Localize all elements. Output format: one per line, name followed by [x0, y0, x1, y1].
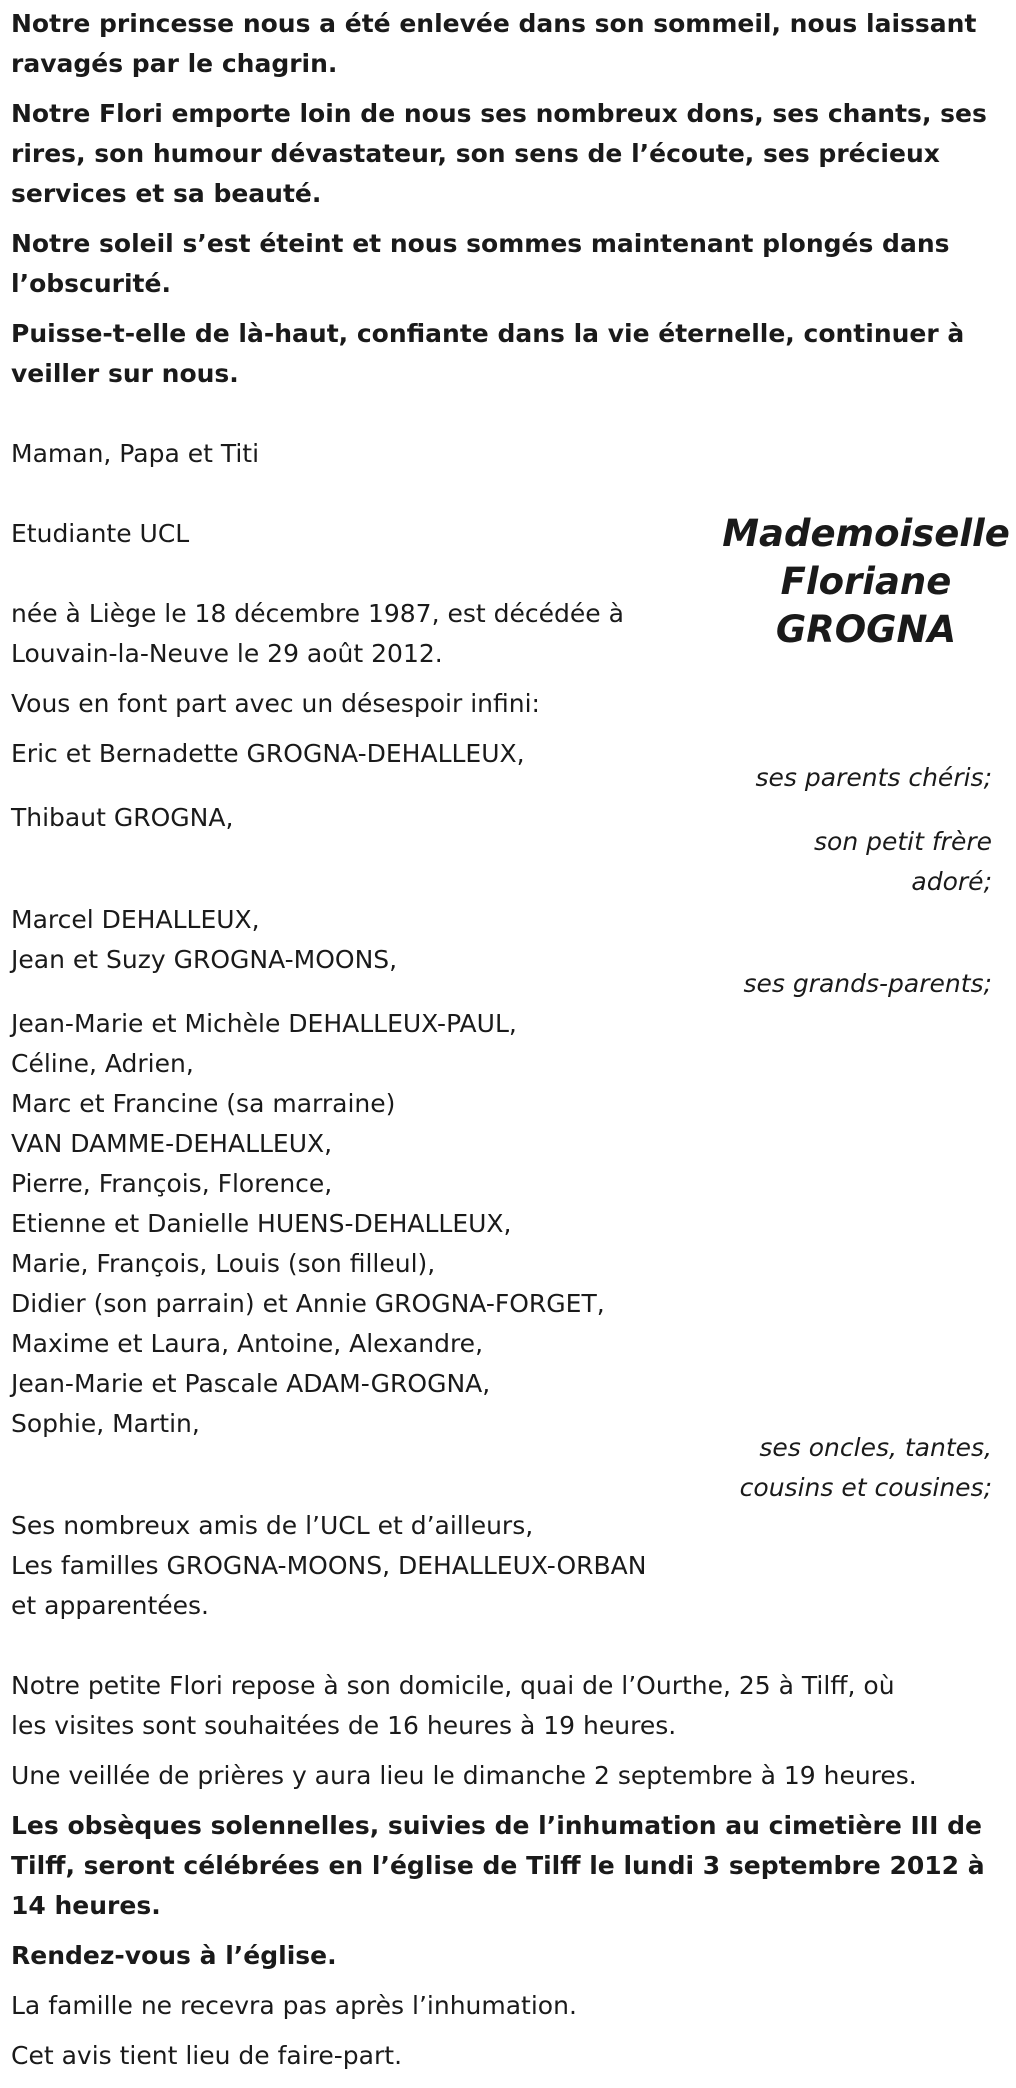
deceased-last-name: GROGNA: [775, 608, 957, 651]
funeral-line: Tilff, seront célébrées en l’église de Tilff le lundi 3 septembre 2012 à: [11, 1851, 985, 1880]
relatives-role-line: cousins et cousines;: [739, 1473, 992, 1502]
intro-line: Puisse-t-elle de là-haut, confiante dans la vie éternelle, continuer à: [11, 319, 965, 348]
intro-line: veiller sur nous.: [11, 359, 239, 388]
no-reception: La famille ne recevra pas après l’inhumation.: [11, 1991, 577, 2020]
list-item: Sophie, Martin,: [11, 1409, 200, 1438]
repose-line: Notre petite Flori repose à son domicile, quai de l’Ourthe, 25 à Tilff, où: [11, 1671, 895, 1700]
grandparents-role: ses grands-parents;: [743, 969, 992, 998]
deceased-first-name: Floriane: [780, 560, 952, 603]
others-line: et apparentées.: [11, 1591, 209, 1620]
parents-role: ses parents chéris;: [755, 763, 992, 792]
brother: Thibaut GROGNA,: [11, 803, 234, 832]
brother-role-line: son petit frère: [814, 827, 992, 856]
grandparent: Jean et Suzy GROGNA-MOONS,: [11, 945, 398, 974]
funeral-line: Les obsèques solennelles, suivies de l’inhumation au cimetière III de: [11, 1811, 982, 1840]
list-item: Maxime et Laura, Antoine, Alexandre,: [11, 1329, 484, 1358]
others-line: Les familles GROGNA-MOONS, DEHALLEUX-ORBAN: [11, 1551, 647, 1580]
list-item: VAN DAMME-DEHALLEUX,: [11, 1129, 333, 1158]
relatives-role-line: ses oncles, tantes,: [759, 1433, 992, 1462]
signature: Maman, Papa et Titi: [11, 439, 260, 468]
vigil: Une veillée de prières y aura lieu le dimanche 2 septembre à 19 heures.: [11, 1761, 917, 1790]
birth-death-line: née à Liège le 18 décembre 1987, est décédée à: [11, 599, 624, 628]
funeral-line: 14 heures.: [11, 1891, 161, 1920]
others-line: Ses nombreux amis de l’UCL et d’ailleurs,: [11, 1511, 534, 1540]
intro-line: Notre soleil s’est éteint et nous sommes maintenant plongés dans: [11, 229, 950, 258]
list-item: Pierre, François, Florence,: [11, 1169, 333, 1198]
announcement: Vous en font part avec un désespoir infini:: [11, 689, 540, 718]
deceased-title: Mademoiselle: [722, 512, 1010, 555]
parents: Eric et Bernadette GROGNA-DEHALLEUX,: [11, 739, 525, 768]
notice: Cet avis tient lieu de faire-part.: [11, 2041, 403, 2070]
list-item: Etienne et Danielle HUENS-DEHALLEUX,: [11, 1209, 512, 1238]
list-item: Marie, François, Louis (son filleul),: [11, 1249, 436, 1278]
intro-line: l’obscurité.: [11, 269, 171, 298]
deceased-name: [716, 510, 1016, 654]
list-item: Didier (son parrain) et Annie GROGNA-FORGET,: [11, 1289, 605, 1318]
list-item: Marc et Francine (sa marraine): [11, 1089, 396, 1118]
intro-line: Notre princesse nous a été enlevée dans son sommeil, nous laissant: [11, 9, 977, 38]
intro-line: ravagés par le chagrin.: [11, 49, 338, 78]
intro-line: rires, son humour dévastateur, son sens de l’écoute, ses précieux: [11, 139, 940, 168]
intro-line: Notre Flori emporte loin de nous ses nombreux dons, ses chants, ses: [11, 99, 987, 128]
brother-role-line: adoré;: [911, 867, 992, 896]
meeting: Rendez-vous à l’église.: [11, 1941, 337, 1970]
birth-death-line: Louvain-la-Neuve le 29 août 2012.: [11, 639, 443, 668]
list-item: Jean-Marie et Pascale ADAM-GROGNA,: [11, 1369, 491, 1398]
list-item: Jean-Marie et Michèle DEHALLEUX-PAUL,: [11, 1009, 517, 1038]
grandparent: Marcel DEHALLEUX,: [11, 905, 260, 934]
list-item: Céline, Adrien,: [11, 1049, 194, 1078]
intro-line: services et sa beauté.: [11, 179, 322, 208]
occupation: Etudiante UCL: [11, 519, 190, 548]
repose-line: les visites sont souhaitées de 16 heures à 19 heures.: [11, 1711, 677, 1740]
